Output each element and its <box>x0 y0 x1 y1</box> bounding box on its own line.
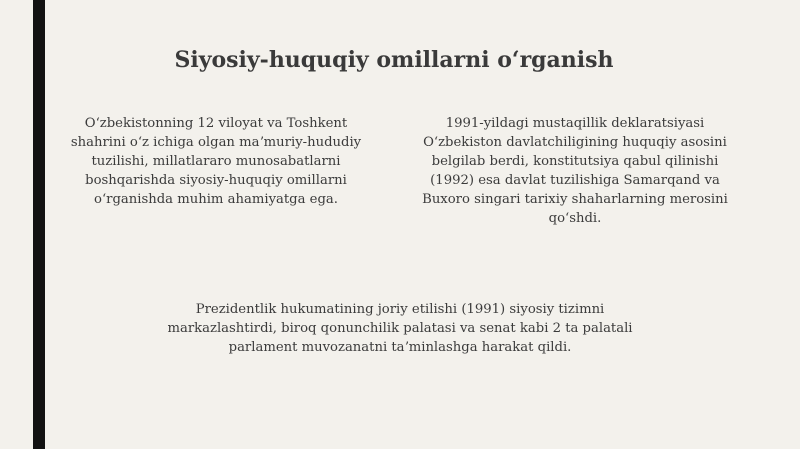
left-paragraph-line: boshqarishda siyosiy-huquqiy omillarni <box>85 173 347 188</box>
bottom-paragraph-line: markazlashtirdi, biroq qonunchilik palatasi va senat kabi 2 ta palatali <box>167 321 633 336</box>
right-paragraph-line: qoʻshdi. <box>548 211 602 226</box>
bottom-paragraph-line: parlament muvozanatni taʼminlashga harakat qildi. <box>228 340 572 355</box>
left-paragraph-line: tuzilishi, millatlararo munosabatlarni <box>91 154 341 169</box>
right-paragraph-line: belgilab berdi, konstitutsiya qabul qilinishi <box>431 154 719 169</box>
left-paragraph-line: Oʻzbekistonning 12 viloyat va Toshkent <box>84 116 348 131</box>
left-paragraph-line: oʻrganishda muhim ahamiyatga ega. <box>94 192 338 207</box>
right-paragraph-line: Oʻzbekiston davlatchiligining huquqiy asosini <box>423 135 727 150</box>
right-paragraph-line: 1991-yildagi mustaqillik deklaratsiyasi <box>445 116 705 131</box>
bottom-paragraph-line: Prezidentlik hukumatining joriy etilishi (1991) siyosiy tizimni <box>195 302 605 317</box>
right-paragraph-line: (1992) esa davlat tuzilishiga Samarqand va <box>430 173 720 188</box>
left-paragraph <box>46 114 386 209</box>
right-paragraph <box>400 114 750 228</box>
slide-title: Siyosiy-huquqiy omillarni oʻrganish <box>174 46 614 73</box>
left-accent-bar <box>33 0 45 449</box>
left-paragraph-line: shahrini oʻz ichiga olgan maʼmuriy-hududiy <box>70 135 362 150</box>
right-paragraph-line: Buxoro singari tarixiy shaharlarning merosini <box>422 192 728 207</box>
bottom-paragraph <box>100 300 700 357</box>
